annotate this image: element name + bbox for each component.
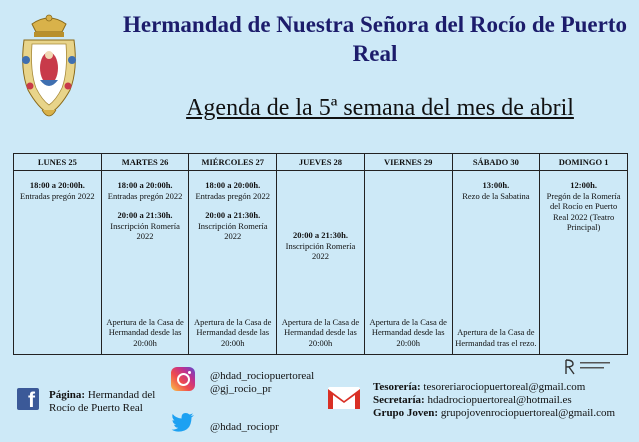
instagram-handle[interactable]: @gj_rocio_pr [210, 383, 272, 395]
day-cell-martes [101, 171, 189, 355]
event-time: 13:00h. [482, 180, 510, 190]
contact-list [373, 381, 615, 420]
event-description: Inscripción Romería 2022 [285, 240, 356, 261]
gmail-icon [327, 385, 361, 411]
agenda-header-row [14, 154, 628, 171]
day-cell-viernes [364, 171, 452, 355]
event-time: 18:00 a 20:00h. [29, 180, 85, 190]
day-cell-jueves [277, 171, 365, 355]
day-cell-miercoles [189, 171, 277, 355]
opening-note: Apertura de la Casa de Hermandad desde las 20:00h [281, 316, 360, 348]
contact-label: Tesorería: [373, 381, 421, 393]
logo-text-icon [580, 360, 618, 374]
contact-email[interactable]: grupojovenrociopuertoreal@gmail.com [440, 407, 616, 419]
opening-note: Apertura de la Casa de Hermandad desde las 20:00h [106, 316, 184, 348]
event-time: 18:00 a 20:00h. [205, 180, 261, 190]
contact-grupo-joven [373, 407, 615, 420]
event [105, 210, 186, 242]
weekly-agenda-table [13, 153, 628, 355]
day-header-domingo: DOMINGO 1 [540, 154, 628, 171]
event-time: 20:00 a 21:30h. [205, 210, 261, 220]
day-header-lunes: LUNES 25 [14, 154, 102, 171]
agenda-events-row [14, 171, 628, 355]
event [105, 180, 186, 201]
facebook-icon[interactable]: f [17, 388, 39, 410]
day-header-sabado: SÁBADO 30 [452, 154, 540, 171]
event-time: 18:00 a 20:00h. [117, 180, 173, 190]
contact-tesoreria [373, 381, 615, 394]
organization-logo-icon [564, 358, 622, 376]
opening-note: Apertura de la Casa de Hermandad desde las 20:00h [194, 316, 272, 348]
opening-note: Apertura de la Casa de Hermandad tras el rezo. [455, 327, 537, 348]
facebook-page-text[interactable] [49, 389, 169, 415]
event-time: 12:00h. [570, 180, 597, 190]
event [456, 180, 537, 201]
contact-secretaria [373, 394, 615, 407]
twitter-icon[interactable] [171, 412, 195, 434]
agenda-subtitle: Agenda de la 5ª semana del mes de abril [186, 95, 574, 121]
event-time: 20:00 a 21:30h. [117, 210, 173, 220]
twitter-handle[interactable]: @hdad_rociopr [210, 421, 279, 433]
event [280, 230, 361, 262]
logo-mark-icon [564, 358, 578, 376]
day-header-martes: MARTES 26 [101, 154, 189, 171]
event-time: 20:00 a 21:30h. [292, 230, 348, 240]
instagram-handles [210, 370, 314, 396]
day-header-miercoles: MIÉRCOLES 27 [189, 154, 277, 171]
contact-email[interactable]: hdadrociopuertoreal@hotmail.es [427, 394, 572, 406]
event-description: Inscripción Romería 2022 [197, 220, 268, 241]
page-title: Hermandad de Nuestra Señora del Rocío de Puerto Real [122, 12, 628, 66]
event-description: Entradas pregón 2022 [20, 190, 95, 201]
event-description: Rezo de la Sabatina [462, 190, 530, 201]
opening-note: Apertura de la Casa de Hermandad desde las 20:00h [369, 316, 447, 348]
event-description: Inscripción Romería 2022 [110, 220, 180, 241]
contact-label: Secretaría: [373, 394, 425, 406]
brotherhood-crest-icon [18, 10, 80, 122]
instagram-handle[interactable]: @hdad_rociopuertoreal [210, 370, 315, 382]
day-cell-lunes [14, 171, 102, 355]
event [192, 180, 273, 201]
event-description: Entradas pregón 2022 [107, 190, 183, 201]
instagram-icon[interactable] [171, 367, 195, 391]
day-cell-domingo [540, 171, 628, 355]
contact-label: Grupo Joven: [373, 407, 439, 419]
day-header-jueves: JUEVES 28 [277, 154, 365, 171]
event [192, 210, 273, 242]
contact-email[interactable]: tesoreriarociopuertoreal@gmail.com [423, 381, 586, 393]
facebook-label: Página: [49, 389, 86, 401]
event [543, 180, 624, 233]
event-description: Pregón de la Romería del Rocío en Puerto Real 2022 (Teatro Principal) [546, 190, 621, 232]
facebook-page-name[interactable]: Hermandad del Rocío de Puerto Real [49, 389, 156, 414]
event [17, 180, 98, 201]
day-header-viernes: VIERNES 29 [364, 154, 452, 171]
day-cell-sabado [452, 171, 540, 355]
event-description: Entradas pregón 2022 [195, 190, 271, 201]
